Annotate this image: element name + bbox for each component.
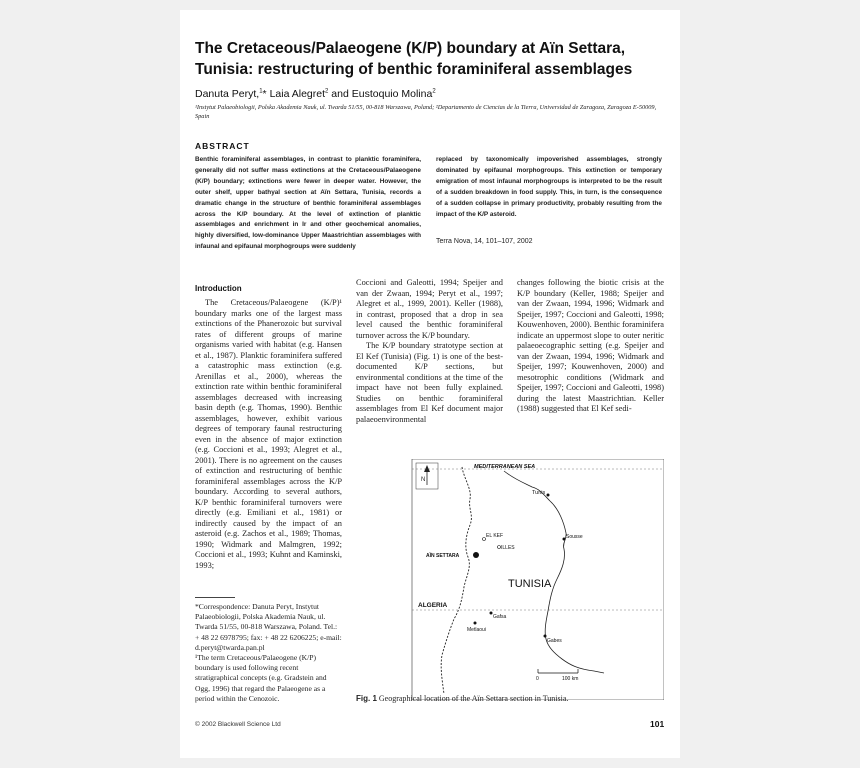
paragraph: The K/P boundary stratotype section at El Kef (Tunisia) (Fig. 1) is one of the best-documented K/P sections, but environmental conditions at the time of the impact have not been fully explained. Studies on benthic foraminiferal assemblages from El Kef document major palaeoenvironmental (356, 341, 503, 424)
abstract-text-right: replaced by taxonomically impoverished assemblages, strongly dominated by epifaunal morphogroups. This extinction or temporary emigration of most infaunal morphogroups is interpreted to be the result of a sudden breakdown in food supply. This, in turn, is the consequence of a sudden collapse in primary productivity, probably resulting from the impact of the K/P asteroid. (436, 156, 662, 218)
town-marker-ainsettara (473, 552, 479, 558)
author-1: Danuta Peryt, (195, 88, 260, 100)
town-label-sousse: Sousse (566, 534, 583, 540)
footnotes (195, 602, 343, 704)
author-2: Laia Alegret (269, 88, 326, 100)
body-column-3 (517, 278, 664, 415)
figure-caption (356, 694, 568, 703)
paragraph: changes following the biotic crisis at the K/P boundary (Keller, 1988; Speijer and van der Zwaan, 1994, 1996; Widmark and Speijer, 1997; Coccioni and Galeotti, 1998; Kouwenhoven, 2000). Benthic foraminifera indicate an uppermost slope to outer neritic palaeoecographic setting (e.g. Speijer and van der Zwaan, 1994, 1996; Widmark and Speijer, 1997; Kouwenhoven, 2000) and mesotrophic conditions (Widmark and Speijer, 1997; Coccioni and Galeotti, 1998) during the latest Maastrichtian. Keller (1988) suggested that El Kef sedi- (517, 278, 664, 413)
town-label-illes: ILLES (501, 545, 515, 551)
tunisia-location-map (354, 459, 664, 700)
section-heading-introduction: Introduction (195, 284, 242, 293)
footnote-1: ¹The term Cretaceous/Palaeogene (K/P) boundary is used following recent stratigraphical concepts (e.g. Gradstein and Ogg, 1996) that regard the Palaeogene as a period within the Cenozoic. (195, 653, 327, 703)
paper-title: The Cretaceous/Palaeogene (K/P) boundary at Aïn Settara, Tunisia: restructuring of benthic foraminiferal assemblages (195, 40, 633, 78)
country-label-tunisia: TUNISIA (508, 578, 552, 590)
author-line (195, 88, 665, 100)
paragraph: Coccioni and Galeotti, 1994; Speijer and van der Zwaan, 1994; Peryt et al., 1997; Alegret et al., 1999, 2001). Keller (1988), in contrast, proposed that a drop in sea level caused the benthic foraminiferal turnover across the K/P boundary. (356, 278, 503, 340)
town-label-ainsettara: AÏN SETTARA (426, 553, 460, 559)
copyright-footer: © 2002 Blackwell Science Ltd (195, 721, 281, 728)
author-and: and (331, 88, 349, 100)
author-3: Eustoquio Molina (351, 88, 433, 100)
north-label: N (421, 477, 426, 483)
town-marker-tunis (547, 494, 550, 497)
abstract-text-left: Benthic foraminiferal assemblages, in contrast to planktic foraminifera, generally did not suffer mass extinctions at the Cretaceous/Palaeogene (K/P) boundary; extinctions were fewer in deeper water. However, the outer shelf, upper bathyal section at Aïn Settara, Tunisia, records a dramatic change in the structure of benthic foraminiferal assemblages across the K/P boundary. At the level of extinction of planktic assemblages and enrichment in Ir and other geochemical anomalies, highly diversified, low-dominance Upper Maastrichtian assemblages with infaunal and epifaunal morphogroups were suddenly (195, 156, 421, 251)
town-label-gafsa: Gafsa (493, 614, 507, 620)
page-number: 101 (650, 719, 665, 729)
scale-label-100: 100 km (562, 676, 579, 682)
footnote-rule (195, 597, 235, 598)
abstract-right-column (436, 155, 662, 220)
footnote-correspondence: *Correspondence: Danuta Peryt, Instytut Palaeobiologii, Polska Akademia Nauk, ul. Twarda 51/55, 00-818 Warszawa, Poland. Tel.: + 48 22 6978795; fax: + 48 22 6206225; e-mail: d.peryt@twarda.pan.pl (195, 602, 342, 652)
body-column-2 (356, 278, 503, 425)
author-3-affil: 2 (432, 88, 436, 95)
author-1-affil: 1 (259, 88, 263, 95)
figure-caption-text: Geographical location of the Aïn Settara section in Tunisia. (378, 694, 569, 703)
scale-label-0: 0 (536, 676, 539, 682)
author-2-affil: 2 (325, 88, 329, 95)
abstract-heading: ABSTRACT (195, 141, 250, 151)
town-label-tunis: Tunis (532, 490, 546, 496)
town-marker-metlaoui (474, 622, 477, 625)
country-label-algeria: ALGERIA (418, 602, 448, 609)
affiliations: ¹Instytut Palaeobiologii, Polska Akademia Nauk, ul. Twarda 51/55, 00-818 Warszawa, Poland; ²Departamento de Ciencias de la Tierra, Universidad de Zaragoza, Zaragoza E-50009, Spain (195, 104, 657, 120)
town-label-gabes: Gabes (547, 638, 562, 644)
town-label-metlaoui: Metlaoui (467, 627, 486, 633)
paragraph: The Cretaceous/Palaeogene (K/P)¹ boundary marks one of the largest mass extinctions of the Phanerozoic but survival rates of different groups of marine organisms varied with habitat (e.g. Hansen et al., 1987). Planktic foraminifera suffered a catastrophic mass extinction (e.g. Arenillas et al., 2000), whereas the extinction rate within benthic foraminiferal assemblages decreased with increasing basin depth (e.g. Thomas, 1990). Benthic assemblages, however, exhibit various degrees of temporary faunal restructuring even in the absence of major extinction (e.g. Coccioni et al., 1993; Alegret et al., 2001). There is no agreement on the causes of extinction and restructuring of benthic foraminiferal assemblages across the K/P boundary. According to several authors, K/P benthic foraminiferal turnovers were directly (e.g. Emiliani et al., 1981) or indirectly caused by the impact of an asteroid (e.g. Zachos et al., 1989; Thomas, 1990; Widmark and Malmgren, 1992; Coccioni et al., 1993; Kuhnt and Kaminski, 1993; (195, 298, 342, 570)
journal-citation: Terra Nova, 14, 101–107, 2002 (436, 238, 533, 245)
abstract-left-column (195, 155, 421, 253)
town-label-elkef: EL KEF (486, 533, 504, 539)
figure-label: Fig. 1 (356, 694, 377, 703)
body-column-1 (195, 298, 342, 571)
mediterranean-sea-label: MEDITERRANEAN SEA (474, 464, 536, 470)
author-1-star: * (262, 88, 267, 100)
